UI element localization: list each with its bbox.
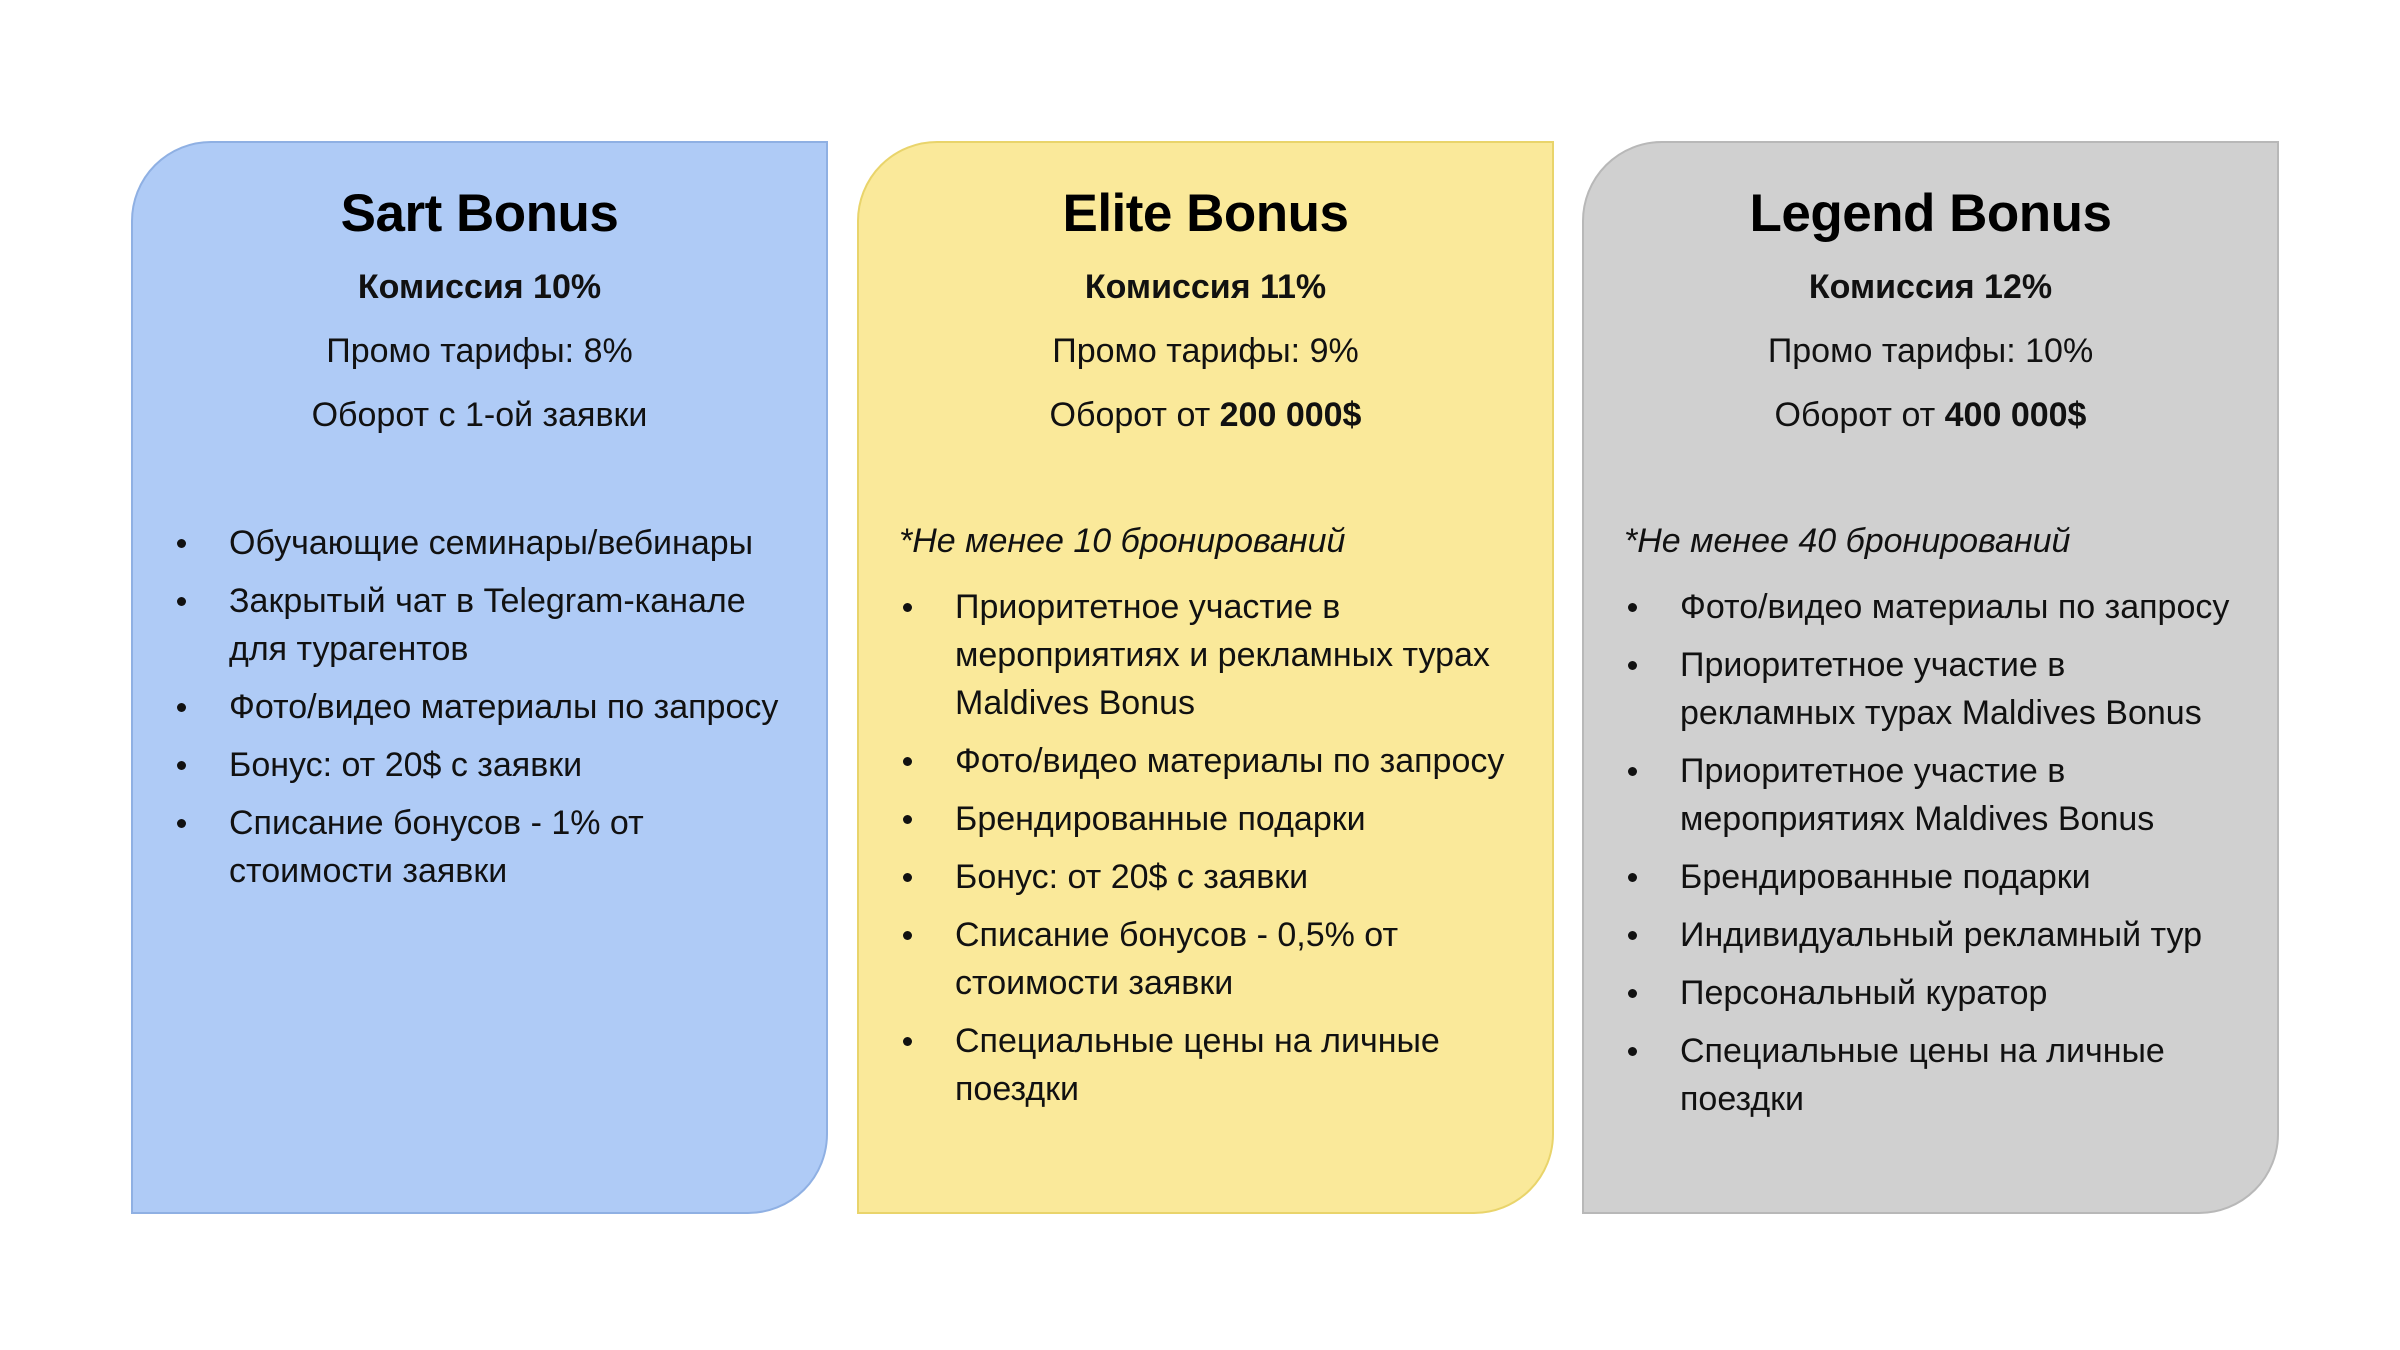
turnover-prefix: Оборот от [1774, 396, 1945, 434]
turnover-text [1624, 393, 2237, 437]
list-item-text: Приоритетное участие в рекламных турах Maldives Bonus [1680, 646, 2202, 732]
list-item-text: Бонус: от 20$ с заявки [955, 858, 1309, 896]
list-item [899, 737, 1518, 785]
list-item [1624, 641, 2243, 737]
turnover-value: 400 000$ [1944, 396, 2087, 434]
list-item-text: Бонус: от 20$ с заявки [229, 746, 583, 784]
list-item-text: Закрытый чат в Telegram-канале для турагентов [229, 582, 746, 668]
card-sart-bonus [131, 141, 828, 1214]
list-item-text: Обучающие семинары/вебинары [229, 524, 754, 562]
list-item [173, 519, 792, 567]
benefits-list [173, 519, 792, 905]
list-item [173, 799, 792, 895]
bullet-icon [1628, 767, 1637, 776]
commission-text: Комиссия 11% [1084, 268, 1327, 306]
list-item-text: Списание бонусов - 1% от стоимости заявки [229, 804, 644, 890]
bullet-icon [1628, 661, 1637, 670]
commission-text: Комиссия 12% [1808, 268, 2053, 306]
list-item [899, 911, 1518, 1007]
list-item-text: Списание бонусов - 0,5% от стоимости заявки [955, 916, 1399, 1002]
list-item [899, 853, 1518, 901]
bullet-icon [1628, 873, 1637, 882]
card-elite-bonus [857, 141, 1554, 1214]
list-item-text: Специальные цены на личные поездки [1680, 1032, 2165, 1118]
list-item [899, 1017, 1518, 1113]
bullet-icon [903, 757, 912, 766]
bullet-icon [903, 1037, 912, 1046]
bullet-icon [903, 815, 912, 824]
list-item-text: Индивидуальный рекламный тур [1680, 916, 2203, 954]
list-item [173, 683, 792, 731]
card-legend-bonus [1582, 141, 2279, 1214]
card-title: Sart Bonus [340, 184, 619, 243]
bullet-icon [1628, 1047, 1637, 1056]
bullet-icon [177, 761, 186, 770]
bullet-icon [1628, 931, 1637, 940]
turnover-text [899, 393, 1512, 437]
commission-text: Комиссия 10% [357, 268, 602, 306]
turnover-prefix: Оборот с 1-ой заявки [311, 396, 648, 434]
list-item-text: Приоритетное участие в мероприятиях Maldives Bonus [1680, 752, 2155, 838]
booking-requirement-note: *Не менее 40 бронирований [1624, 522, 2071, 560]
list-item [1624, 1027, 2243, 1123]
bullet-icon [177, 597, 186, 606]
list-item [899, 583, 1518, 727]
promo-rate-text: Промо тарифы: 10% [1767, 332, 2094, 370]
turnover-value: 200 000$ [1219, 396, 1362, 434]
list-item [1624, 911, 2243, 959]
card-title: Legend Bonus [1749, 184, 2112, 243]
list-item [899, 795, 1518, 843]
list-item [1624, 969, 2243, 1017]
list-item-text: Приоритетное участие в мероприятиях и рекламных турах Maldives Bonus [955, 588, 1490, 722]
list-item [1624, 747, 2243, 843]
bullet-icon [903, 603, 912, 612]
card-title: Elite Bonus [1062, 184, 1349, 243]
list-item [1624, 853, 2243, 901]
bullet-icon [1628, 603, 1637, 612]
bullet-icon [177, 539, 186, 548]
bullet-icon [903, 931, 912, 940]
list-item-text: Специальные цены на личные поездки [955, 1022, 1440, 1108]
turnover-prefix: Оборот от [1049, 396, 1220, 434]
bullet-icon [177, 819, 186, 828]
promo-rate-text: Промо тарифы: 9% [1052, 332, 1359, 370]
promo-rate-text: Промо тарифы: 8% [326, 332, 633, 370]
bullet-icon [177, 703, 186, 712]
bullet-icon [903, 873, 912, 882]
list-item-text: Фото/видео материалы по запросу [229, 688, 779, 726]
list-item-text: Персональный куратор [1680, 974, 2048, 1012]
list-item-text: Брендированные подарки [1680, 858, 2091, 896]
list-item-text: Брендированные подарки [955, 800, 1366, 838]
bullet-icon [1628, 989, 1637, 998]
list-item [173, 741, 792, 789]
list-item [173, 577, 792, 673]
list-item-text: Фото/видео материалы по запросу [955, 742, 1505, 780]
turnover-text [173, 393, 786, 437]
benefits-list [899, 583, 1518, 1123]
benefits-list [1624, 583, 2243, 1133]
list-item-text: Фото/видео материалы по запросу [1680, 588, 2230, 626]
booking-requirement-note: *Не менее 10 бронирований [899, 522, 1346, 560]
list-item [1624, 583, 2243, 631]
